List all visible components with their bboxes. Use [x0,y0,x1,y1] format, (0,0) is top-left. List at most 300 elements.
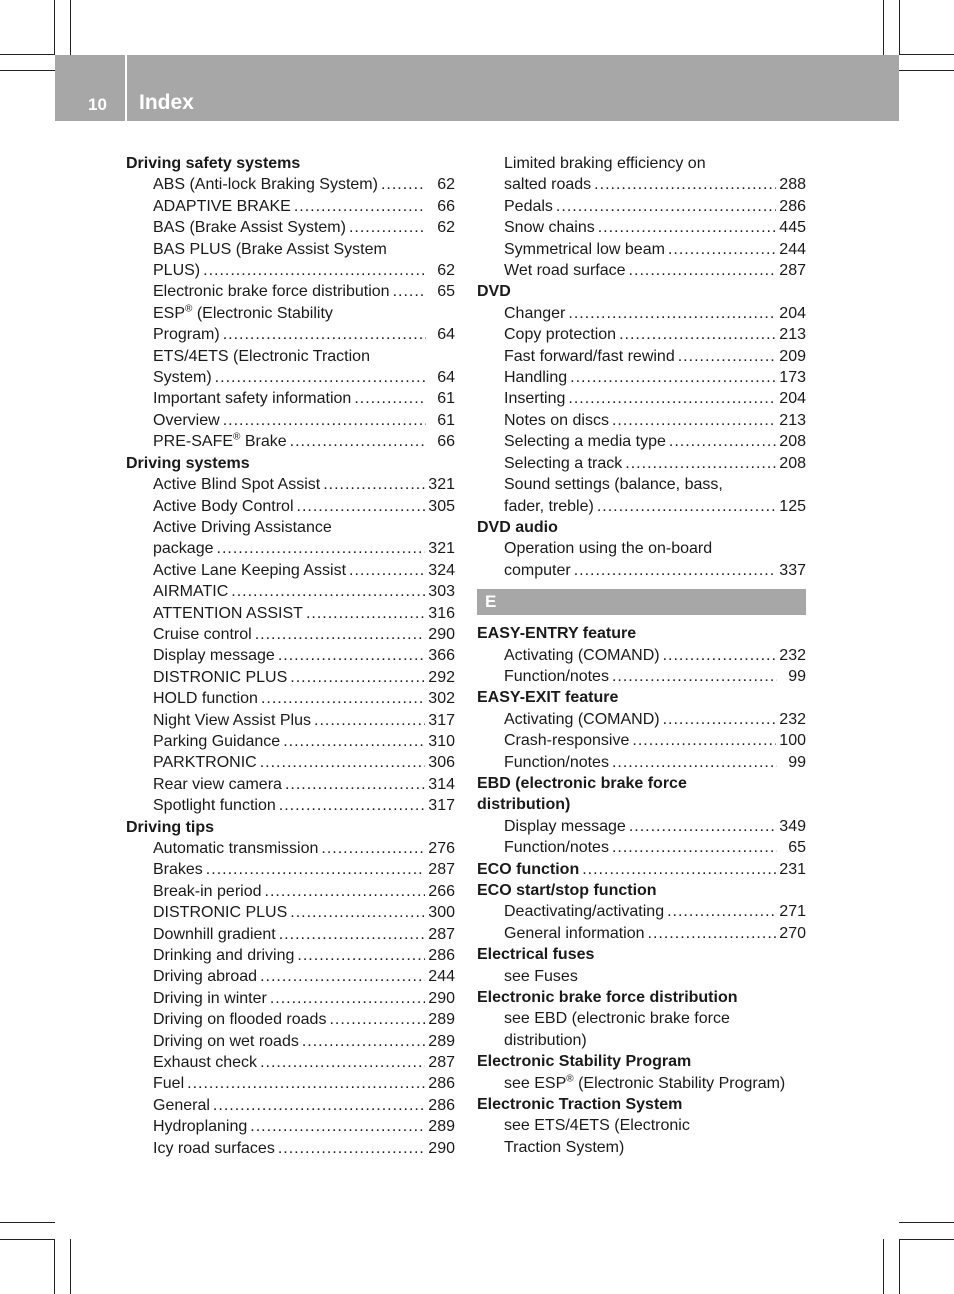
crop-mark [70,1239,71,1294]
page-reference[interactable]: 349 [779,817,806,835]
dot-leader [270,988,425,1009]
page-reference[interactable]: 337 [779,561,806,579]
subentry[interactable] [126,1009,455,1030]
page-reference[interactable]: 208 [779,433,806,451]
subentry-label: ATTENTION ASSIST [153,604,303,622]
dot-leader [619,324,776,345]
subentry[interactable] [477,901,806,922]
dot-leader [213,1095,425,1116]
subentry-label: Snow chains [504,219,595,237]
page-number: 10 [88,95,107,114]
subentry[interactable] [126,1031,455,1052]
page-reference[interactable]: 61 [437,390,455,408]
subentry-label: Function/notes [504,839,609,857]
page-reference[interactable]: 324 [428,561,455,579]
page-reference[interactable]: 321 [428,476,455,494]
subentry-label: Pedals [504,197,553,215]
subentry[interactable] [477,453,806,474]
crop-mark [899,1239,954,1240]
subentry[interactable] [477,388,806,409]
subentry[interactable] [126,603,455,624]
page-reference[interactable]: 62 [437,262,455,280]
index-entry [477,1094,806,1158]
subentry-label: Inserting [504,390,566,408]
page-reference[interactable]: 213 [779,326,806,344]
subentry-label: Parking Guidance [153,732,281,750]
page-reference[interactable]: 173 [779,369,806,387]
page-reference[interactable]: 271 [779,903,806,921]
subentry[interactable] [126,688,455,709]
page-reference[interactable]: 100 [779,732,806,750]
page-reference[interactable]: 287 [428,925,455,943]
subentry[interactable] [477,496,806,517]
subentry-line: ESP® (Electronic Stability [153,303,333,322]
subentry[interactable] [477,730,806,751]
subentry[interactable] [126,752,455,773]
page-reference[interactable]: 289 [428,1118,455,1136]
subentry-label: computer [504,561,571,579]
page-reference[interactable]: 244 [779,240,806,258]
page-reference[interactable]: 303 [428,583,455,601]
dot-leader [612,410,776,431]
page-reference[interactable]: 64 [437,326,455,344]
page-reference[interactable]: 232 [779,646,806,664]
page-reference[interactable]: 244 [428,968,455,986]
subentry[interactable] [477,923,806,944]
subentry-label: Break-in period [153,882,262,900]
subentry-label: PLUS) [153,262,201,280]
dot-leader [669,431,776,452]
subentry-line: BAS PLUS (Brake Assist System [153,240,387,258]
index-heading: Driving systems [126,454,250,472]
page-reference[interactable]: 306 [428,754,455,772]
dot-leader [265,881,426,902]
dot-leader [570,367,776,388]
subentry[interactable] [126,196,455,217]
index-entry [477,1051,806,1094]
dot-leader [260,752,426,773]
dot-leader [260,966,425,987]
dot-leader [663,709,777,730]
subentry[interactable] [126,667,455,688]
subentry-label: fader, treble) [504,497,594,515]
subentry[interactable] [126,731,455,752]
subentry-label: HOLD function [153,690,258,708]
dot-leader [329,1009,425,1030]
subentry[interactable] [126,924,455,945]
subentry-label: Driving abroad [153,968,258,986]
subentry[interactable] [477,816,806,837]
subentry[interactable] [126,710,455,731]
subentry-label: Active Body Control [153,497,294,515]
subentry[interactable] [126,260,455,281]
subentry-label: Selecting a media type [504,433,666,451]
subentry-label: Crash-responsive [504,732,630,750]
page-reference[interactable]: 266 [428,882,455,900]
page-reference[interactable]: 99 [788,753,806,771]
dot-leader [582,859,776,880]
subentry[interactable] [126,1052,455,1073]
section-letter-bar: E [477,589,806,615]
subentry[interactable] [477,431,806,452]
index-entry [477,281,806,516]
subentry[interactable] [126,902,455,923]
crop-mark [883,0,884,55]
subentry-label: Active Blind Spot Assist [153,476,321,494]
subentry-label: PARKTRONIC [153,754,257,772]
header-divider [125,55,127,121]
crop-mark [899,54,954,55]
dot-leader [668,239,776,260]
page-reference[interactable]: 286 [428,947,455,965]
subentry-label: Wet road surface [504,262,626,280]
page-reference[interactable]: 276 [428,840,455,857]
subentry[interactable] [477,324,806,345]
subentry-label: Activating (COMAND) [504,710,660,728]
dot-leader [297,496,426,517]
subentry[interactable] [477,239,806,260]
subentry[interactable] [126,324,455,345]
cross-reference[interactable]: distribution) [504,1031,587,1049]
index-entry [477,517,806,581]
page-reference[interactable]: 204 [779,304,806,322]
subentry-label: General [153,1096,210,1114]
index-entry [477,687,806,773]
subentry[interactable] [126,410,455,431]
subentry-label: BAS (Brake Assist System) [153,219,346,237]
subentry[interactable] [126,859,455,880]
page-reference[interactable]: 316 [428,604,455,622]
page-reference[interactable]: 286 [779,197,806,215]
page-reference[interactable]: 317 [428,797,455,815]
page-reference[interactable]: 290 [428,989,455,1007]
subentry[interactable] [477,752,806,773]
index-heading: EASY-EXIT feature [477,689,619,707]
subentry[interactable] [477,645,806,666]
dot-leader [629,816,776,837]
subentry-label: Automatic transmission [153,840,319,857]
crop-mark [883,1239,884,1294]
subentry[interactable] [477,217,806,238]
crop-mark [899,0,900,55]
dot-leader [629,260,777,281]
dot-leader [349,560,425,581]
page-reference[interactable]: 232 [779,710,806,728]
subentry[interactable] [477,837,806,858]
subentry-label: Activating (COMAND) [504,646,660,664]
page-reference[interactable]: 61 [437,411,455,429]
dot-leader [215,367,426,388]
page-reference[interactable]: 310 [428,732,455,750]
subentry-label: Driving on flooded roads [153,1011,327,1029]
subentry-label: Program) [153,326,220,344]
crop-mark [54,0,55,55]
subentry[interactable] [477,367,806,388]
page-reference[interactable]: 125 [779,497,806,515]
subentry-line: Active Driving Assistance [153,518,332,536]
index-heading: Electrical fuses [477,946,595,964]
page-reference[interactable]: 288 [779,176,806,194]
subentry-label: Handling [504,369,568,387]
index-column-right [477,153,806,1158]
dot-leader [354,388,426,409]
subentry[interactable] [126,1073,455,1094]
page-reference[interactable]: 213 [779,411,806,429]
subentry[interactable] [126,388,455,409]
dot-leader [203,260,426,281]
crop-mark [0,1222,55,1223]
dot-leader [302,1031,425,1052]
subentry[interactable] [126,538,455,559]
subentry[interactable] [126,966,455,987]
subentry[interactable] [126,645,455,666]
index-column-left [126,153,455,1159]
dot-leader [612,752,777,773]
dot-leader [612,666,777,687]
page-reference[interactable]: 287 [428,861,455,879]
subentry[interactable] [126,945,455,966]
dot-leader [323,474,425,495]
subentry[interactable] [126,774,455,795]
page-reference[interactable]: 99 [788,667,806,685]
page-reference[interactable]: 445 [779,219,806,237]
page-reference[interactable]: 321 [428,540,455,558]
dot-leader [678,346,777,367]
page-reference[interactable]: 305 [428,497,455,515]
subentry[interactable] [477,260,806,281]
subentry-label: Active Lane Keeping Assist [153,561,347,579]
subentry[interactable] [126,281,455,302]
subentry-label: System) [153,369,212,387]
page-reference[interactable]: 292 [428,668,455,686]
index-entry [477,987,806,1051]
page-reference[interactable]: 66 [437,197,455,215]
index-entry [477,623,806,687]
subentry[interactable] [126,217,455,238]
subentry-label: Brakes [153,861,203,879]
page-reference[interactable]: 314 [428,775,455,793]
dot-leader [294,196,426,217]
dot-leader [223,324,426,345]
subentry[interactable] [126,431,455,452]
index-heading: Electronic Traction System [477,1096,683,1114]
dot-leader [250,1116,425,1137]
subentry-label: Rear view camera [153,775,282,793]
dot-leader [568,303,776,324]
subentry[interactable] [126,367,455,388]
page-reference[interactable]: 317 [428,711,455,729]
index-heading: DVD [477,283,511,301]
subentry-label: Function/notes [504,753,609,771]
subentry-label: Deactivating/activating [504,903,665,921]
subentry[interactable] [126,795,455,816]
subentry[interactable] [477,174,806,195]
dot-leader [612,837,777,858]
subentry-label: Selecting a track [504,454,623,472]
subentry-label: Icy road surfaces [153,1139,275,1157]
page-reference[interactable]: 302 [428,690,455,708]
page-reference[interactable]: 300 [428,904,455,922]
page-reference[interactable]: 289 [428,1011,455,1029]
dot-leader [279,924,426,945]
dot-leader [321,838,425,859]
page-reference[interactable]: 290 [428,1139,455,1157]
dot-leader [568,388,776,409]
dot-leader [231,581,425,602]
index-heading-label: ECO function [477,860,580,878]
subentry[interactable] [126,174,455,195]
index-entry [477,859,806,880]
page-reference[interactable]: 287 [428,1054,455,1072]
index-entry [477,153,806,281]
dot-leader [625,453,776,474]
subentry[interactable] [477,346,806,367]
subentry-label: Important safety information [153,390,352,408]
subentry-label: ABS (Anti-lock Braking System) [153,176,378,194]
index-entry [126,453,455,817]
dot-leader [663,645,777,666]
subentry[interactable] [126,838,455,859]
subentry-label: ADAPTIVE BRAKE [153,197,291,215]
index-heading: EASY-ENTRY feature [477,625,637,643]
subentry-line: Limited braking efficiency on [504,155,706,172]
page-reference[interactable]: 208 [779,454,806,472]
dot-leader [594,174,776,195]
dot-leader [632,730,776,751]
page-reference[interactable]: 270 [779,924,806,942]
page-reference[interactable]: 204 [779,390,806,408]
crop-mark [0,70,55,71]
dot-leader [261,688,425,709]
dot-leader [206,859,426,880]
subentry-line: Operation using the on-board [504,540,713,558]
subentry-label: Cruise control [153,625,252,643]
subentry-label: Overview [153,411,220,429]
dot-leader [306,603,425,624]
page-title: Index [139,91,194,114]
index-heading: Driving safety systems [126,155,301,172]
subentry[interactable] [126,881,455,902]
index-heading: EBD (electronic brake force [477,774,687,792]
subentry[interactable] [126,581,455,602]
page-reference[interactable]: 287 [779,262,806,280]
crop-mark [0,1239,55,1240]
cross-reference[interactable]: see Fuses [504,967,578,985]
dot-leader [217,538,426,559]
dot-leader [667,901,776,922]
subentry-line: see ETS/4ETS (Electronic [504,1117,690,1135]
subentry-label: Changer [504,304,566,322]
page-reference[interactable]: 209 [779,347,806,365]
crop-mark [0,54,55,55]
cross-reference[interactable]: see ESP® (Electronic Stability Program) [504,1073,786,1092]
cross-reference[interactable]: Traction System) [504,1138,625,1156]
dot-leader [349,217,426,238]
subentry[interactable] [126,1095,455,1116]
subentry-label: package [153,540,214,558]
subentry[interactable] [477,196,806,217]
subentry[interactable] [477,303,806,324]
dot-leader [648,923,777,944]
page-reference[interactable]: 231 [779,860,806,878]
dot-leader [260,1052,425,1073]
page-reference[interactable]: 65 [437,283,455,301]
page-reference[interactable]: 64 [437,369,455,387]
dot-leader [393,281,426,302]
dot-leader [279,795,426,816]
subentry[interactable] [126,474,455,495]
subentry[interactable] [477,410,806,431]
subentry-line: see EBD (electronic brake force [504,1010,730,1028]
page-reference[interactable]: 289 [428,1032,455,1050]
dot-leader [290,667,425,688]
subentry-label: Driving in winter [153,989,267,1007]
index-entry [477,773,806,859]
subentry[interactable] [126,1138,455,1159]
subentry-label: PRE-SAFE® Brake [153,431,287,451]
subentry-label: Display message [504,817,626,835]
subentry[interactable] [126,988,455,1009]
index-heading: Electronic brake force distribution [477,989,738,1007]
crop-mark [70,0,71,55]
page-reference[interactable]: 62 [437,219,455,237]
page-reference[interactable]: 62 [437,176,455,194]
index-heading: Driving tips [126,818,215,836]
index-heading: DVD audio [477,518,558,536]
page-reference[interactable]: 286 [428,1075,455,1093]
page-reference[interactable]: 66 [437,433,455,451]
index-entry [477,880,806,944]
index-heading: Electronic Stability Program [477,1053,692,1071]
subentry-label: AIRMATIC [153,583,229,601]
subentry-label: Night View Assist Plus [153,711,311,729]
dot-leader [598,217,777,238]
subentry[interactable] [126,560,455,581]
page-reference[interactable]: 290 [428,625,455,643]
crop-mark [54,1239,55,1294]
subentry-label: Notes on discs [504,411,609,429]
dot-leader [255,624,426,645]
subentry[interactable] [126,1116,455,1137]
subentry[interactable] [477,560,806,581]
subentry[interactable] [126,496,455,517]
index-heading: ECO start/stop function [477,882,657,899]
subentry-label: Symmetrical low beam [504,240,665,258]
index-heading[interactable] [477,859,806,880]
index-heading-continued: distribution) [477,796,571,814]
subentry-label: DISTRONIC PLUS [153,904,288,922]
dot-leader [381,174,426,195]
subentry-label: Exhaust check [153,1054,258,1072]
dot-leader [290,902,425,923]
index-entry [126,817,455,1160]
subentry[interactable] [477,709,806,730]
crop-mark [899,1222,954,1223]
dot-leader [574,560,777,581]
dot-leader [285,774,425,795]
dot-leader [314,710,425,731]
subentry[interactable] [126,624,455,645]
subentry-label: Copy protection [504,326,617,344]
page-reference[interactable]: 286 [428,1096,455,1114]
subentry-label: Function/notes [504,667,609,685]
subentry-line: Sound settings (balance, bass, [504,476,723,494]
dot-leader [223,410,426,431]
subentry[interactable] [477,666,806,687]
page-reference[interactable]: 366 [428,647,455,665]
dot-leader [283,731,425,752]
page-reference[interactable]: 65 [788,839,806,857]
